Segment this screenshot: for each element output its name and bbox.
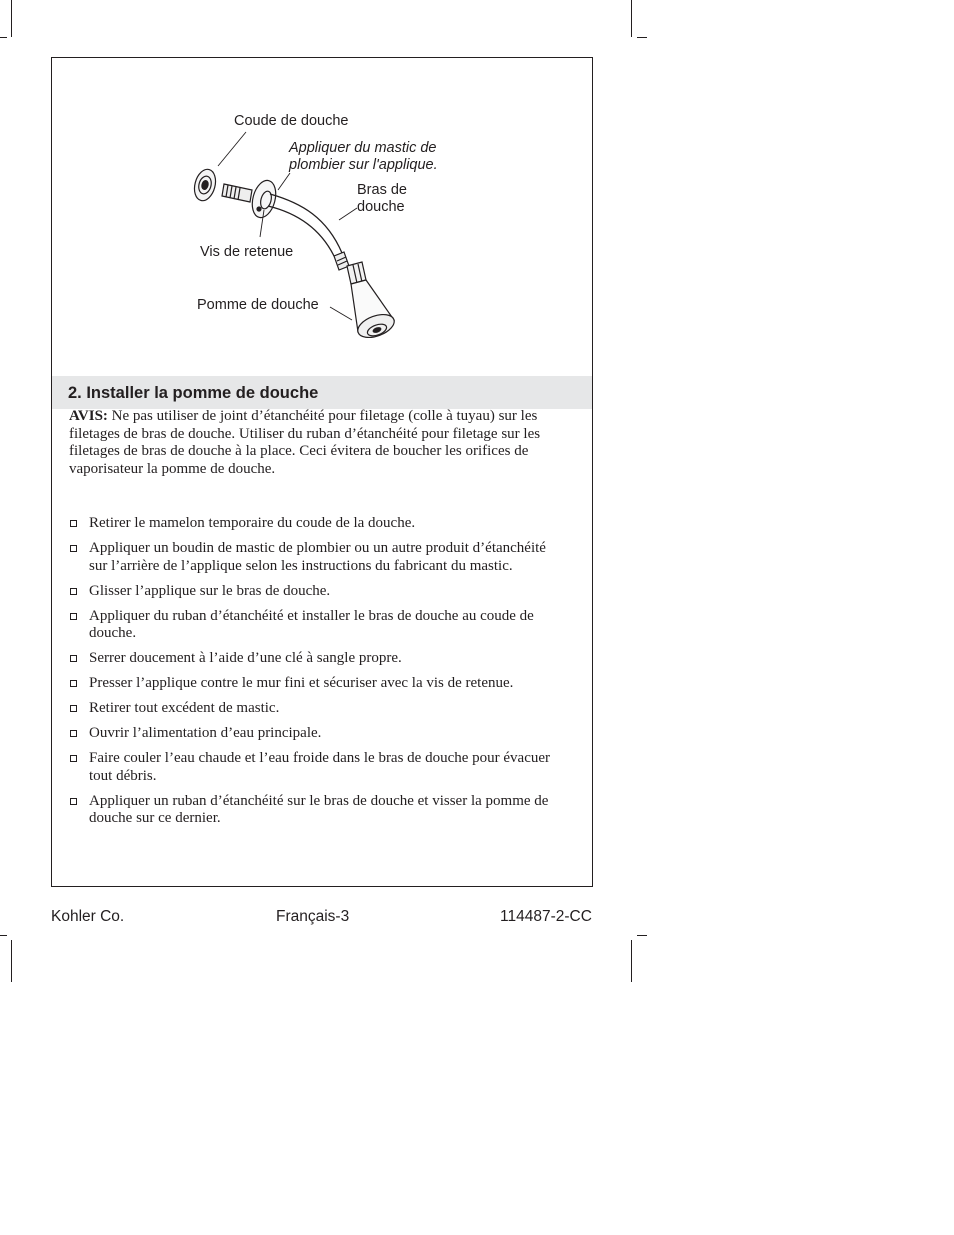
label-set-screw: Vis de retenue (200, 244, 294, 260)
footer-document-number: 114487-2-CC (500, 908, 592, 925)
notice-paragraph (69, 408, 569, 478)
crop-mark (0, 935, 7, 936)
step-list (69, 515, 559, 835)
showerhead-assembly-illustration (52, 58, 592, 376)
step-text: Retirer tout excédent de mastic. (89, 700, 280, 716)
list-item (69, 540, 559, 575)
checkbox-icon (70, 520, 77, 527)
step-text: Glisser l’applique sur le bras de douche. (89, 582, 331, 599)
list-item (69, 583, 559, 601)
checkbox-icon (70, 798, 77, 805)
crop-mark (637, 935, 647, 936)
step-text: Appliquer un ruban d’étanchéité sur le bras de douche et visser la pomme de douche sur ce dernier. (89, 792, 549, 826)
list-item (69, 725, 559, 743)
list-item (69, 675, 559, 693)
footer-company: Kohler Co. (51, 908, 125, 925)
notice-label: AVIS: (69, 408, 108, 424)
footer-page-number: Français-3 (276, 908, 350, 925)
list-item (69, 650, 559, 668)
label-apply-putty: Appliquer du mastic de plombier sur l'applique. (289, 140, 438, 173)
notice-text: Ne pas utiliser de joint d’étanchéité pour filetage (colle à tuyau) sur les filetages de bras de douche. Utiliser du ruban d’étanchéité pour filetage sur les filetages de bras de douche à la place. Ceci évitera de boucher les orifices de vaporisateur la pomme de douche. (69, 408, 541, 477)
step-text: Appliquer un boudin de mastic de plombier ou un autre produit d’étanchéité sur l’arrière de l’applique selon les instructions du fabricant du mastic. (89, 540, 546, 574)
crop-mark (0, 37, 7, 38)
label-shower-elbow: Coude de douche (234, 113, 349, 129)
crop-mark (637, 37, 647, 38)
step-text: Appliquer du ruban d’étanchéité et installer le bras de douche au coude de douche. (89, 607, 534, 641)
crop-mark (11, 940, 12, 982)
list-item (69, 608, 559, 643)
list-item (69, 700, 559, 718)
checkbox-icon (70, 730, 77, 737)
checkbox-icon (70, 655, 77, 662)
section-title: 2. Installer la pomme de douche (68, 384, 319, 402)
checkbox-icon (70, 545, 77, 552)
instruction-panel (51, 57, 593, 887)
label-showerhead: Pomme de douche (197, 297, 319, 313)
step-text: Ouvrir l’alimentation d’eau principale. (89, 725, 322, 741)
label-shower-arm: Bras de douche (357, 182, 407, 215)
installation-figure (52, 58, 592, 376)
crop-mark (631, 940, 632, 982)
checkbox-icon (70, 588, 77, 595)
step-text: Serrer doucement à l’aide d’une clé à sangle propre. (89, 650, 402, 666)
checkbox-icon (70, 755, 77, 762)
list-item (69, 793, 559, 828)
step-text: Faire couler l’eau chaude et l’eau froide dans le bras de douche pour évacuer tout débris. (89, 750, 551, 784)
list-item (69, 515, 559, 533)
checkbox-icon (70, 680, 77, 687)
step-text: Presser l’applique contre le mur fini et sécuriser avec la vis de retenue. (89, 675, 514, 691)
section-heading-bar (52, 376, 592, 409)
crop-mark (11, 0, 12, 37)
list-item (69, 750, 559, 785)
checkbox-icon (70, 613, 77, 620)
step-text: Retirer le mamelon temporaire du coude de la douche. (89, 515, 416, 531)
crop-mark (631, 0, 632, 37)
checkbox-icon (70, 705, 77, 712)
